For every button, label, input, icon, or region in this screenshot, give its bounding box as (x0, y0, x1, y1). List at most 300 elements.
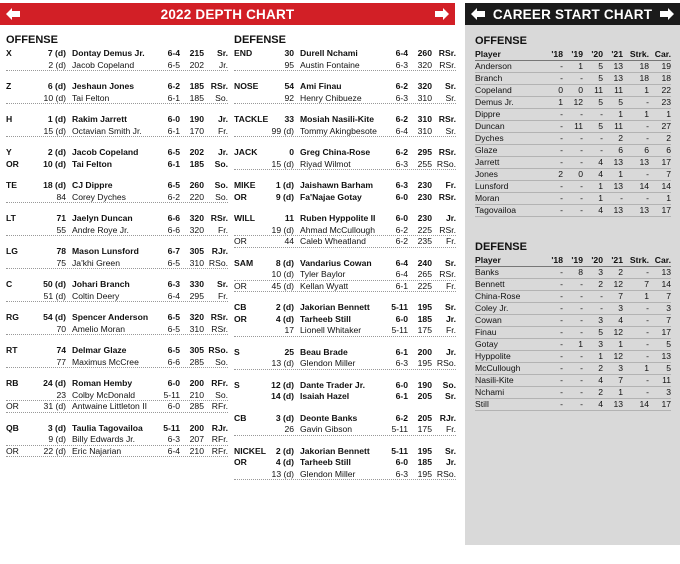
jersey-number: 13 (d) (271, 358, 294, 368)
career-row (475, 73, 671, 85)
player-height: 6-2 (395, 114, 408, 124)
player-name: Nasili-Kite (475, 375, 543, 387)
stat-cell: 1 (563, 339, 583, 351)
player-weight: 202 (189, 147, 204, 157)
arrow-left-icon (6, 8, 20, 20)
stat-cell: - (623, 327, 649, 339)
stat-cell: - (623, 375, 649, 387)
career-header-row (475, 49, 671, 61)
stat-cell: 4 (583, 205, 603, 217)
player-name: Henry Chibueze (300, 92, 362, 103)
player-weight: 260 (189, 180, 204, 190)
stat-cell: - (543, 327, 563, 339)
stat-cell: 1 (603, 109, 623, 121)
stat-cell: 17 (649, 157, 671, 169)
jersey-number: 2 (d) (47, 147, 66, 157)
player-weight: 170 (189, 125, 204, 136)
offense-position-group (6, 378, 228, 413)
career-row (475, 279, 671, 291)
player-name: Delmar Glaze (72, 345, 127, 355)
player-weight: 200 (189, 422, 204, 433)
stat-cell: 1 (623, 291, 649, 303)
player-weight: 310 (417, 114, 432, 124)
player-class: RFr. (211, 401, 228, 411)
column-header: Car. (649, 49, 671, 61)
player-name: Lionell Whitaker (300, 325, 362, 335)
player-class: RSr. (438, 114, 456, 124)
career-row (475, 363, 671, 375)
player-class: RSr. (210, 213, 228, 223)
player-row (6, 378, 228, 390)
career-row (475, 133, 671, 145)
offense-position-group (6, 81, 228, 104)
player-weight: 310 (189, 257, 204, 268)
player-name: Colby McDonald (72, 389, 136, 400)
stat-cell: - (623, 133, 649, 145)
stat-cell: 2 (583, 279, 603, 291)
player-row (6, 180, 228, 192)
player-row (234, 159, 456, 171)
jersey-number: 19 (d) (271, 224, 294, 235)
stat-cell: 11 (649, 375, 671, 387)
jersey-number: 7 (d) (47, 48, 66, 58)
player-row (6, 434, 228, 446)
jersey-number: 2 (d) (48, 59, 66, 70)
player-class: Fr. (217, 290, 228, 301)
defense-position-group (234, 48, 456, 71)
position-label: OR (6, 158, 19, 169)
player-class: Fr. (217, 224, 228, 235)
player-height: 6-5 (167, 345, 180, 355)
stat-cell: - (543, 399, 563, 411)
player-height: 6-3 (395, 158, 408, 169)
stat-cell: 8 (563, 267, 583, 279)
position-label: S (234, 346, 240, 357)
stat-cell: 5 (583, 97, 603, 109)
jersey-number: 71 (56, 213, 66, 223)
career-offense-table (475, 49, 671, 217)
player-class: RSo. (208, 345, 228, 355)
player-name: Glaze (475, 145, 543, 157)
defense-groups (234, 48, 456, 480)
stat-cell: - (563, 291, 583, 303)
player-name: Greg China-Rose (300, 147, 371, 157)
offense-position-group (6, 246, 228, 269)
jersey-number: 84 (56, 191, 66, 202)
player-name: Anderson (475, 61, 543, 73)
player-row (6, 312, 228, 324)
jersey-number: 92 (284, 92, 294, 103)
stat-cell: 14 (649, 279, 671, 291)
stat-cell: - (563, 399, 583, 411)
player-height: 6-4 (167, 445, 180, 456)
column-header: Strk. (623, 255, 649, 267)
player-class: RSo. (436, 468, 456, 479)
player-row (6, 279, 228, 291)
position-label: OR (234, 457, 247, 467)
stat-cell: - (543, 279, 563, 291)
player-name: Lunsford (475, 181, 543, 193)
stat-cell: 12 (563, 97, 583, 109)
stat-cell: - (563, 327, 583, 339)
player-row (234, 81, 456, 93)
stat-cell: 5 (649, 339, 671, 351)
player-name: Andre Roye Jr. (72, 224, 129, 235)
player-class: RJr. (211, 246, 228, 256)
stat-cell: 17 (649, 205, 671, 217)
jersey-number: 4 (d) (275, 313, 294, 324)
player-weight: 185 (189, 158, 204, 169)
stat-cell: - (543, 145, 563, 157)
player-height: 6-1 (395, 391, 408, 401)
position-label: RB (6, 378, 19, 388)
stat-cell: - (563, 387, 583, 399)
jersey-number: 2 (d) (275, 302, 294, 312)
player-name: CJ Dippre (72, 180, 113, 190)
stat-cell: 13 (649, 351, 671, 363)
arrow-left-icon (471, 8, 485, 20)
player-weight: 305 (189, 345, 204, 355)
stat-cell: 6 (623, 145, 649, 157)
player-height: 5-11 (391, 325, 408, 335)
player-class: Fr. (217, 125, 228, 136)
stat-cell: 13 (603, 181, 623, 193)
player-row (234, 60, 456, 72)
stat-cell: 12 (603, 351, 623, 363)
stat-cell: - (583, 133, 603, 145)
player-weight: 175 (417, 424, 432, 434)
offense-position-group (6, 279, 228, 302)
player-weight: 200 (417, 346, 432, 357)
player-row (6, 423, 228, 435)
player-class: Fr. (445, 424, 456, 434)
career-row (475, 339, 671, 351)
stat-cell: 1 (649, 109, 671, 121)
column-header: '18 (543, 49, 563, 61)
player-height: 6-5 (167, 312, 180, 322)
stat-cell: 13 (649, 267, 671, 279)
stat-cell: - (543, 267, 563, 279)
player-weight: 230 (417, 213, 432, 223)
player-row (234, 93, 456, 105)
player-row (234, 114, 456, 126)
player-name: Glendon Miller (300, 468, 356, 479)
column-header: '19 (563, 49, 583, 61)
jersey-number: 10 (d) (43, 158, 66, 169)
player-weight: 295 (417, 147, 432, 157)
player-row (234, 358, 456, 370)
player-name: Mason Lunsford (72, 246, 139, 256)
player-name: Tai Felton (72, 158, 112, 169)
stat-cell: - (543, 291, 563, 303)
player-name: Coley Jr. (475, 303, 543, 315)
player-class: RSr. (210, 312, 228, 322)
player-weight: 205 (417, 412, 432, 423)
career-defense-table (475, 255, 671, 411)
player-name: Eric Najarian (72, 445, 122, 456)
jersey-number: 45 (d) (271, 280, 294, 291)
stat-cell: 6 (603, 145, 623, 157)
player-class: So. (215, 389, 228, 400)
career-defense-title: DEFENSE (475, 241, 527, 253)
stat-cell: - (563, 133, 583, 145)
stat-cell: 18 (623, 61, 649, 73)
player-row (6, 446, 228, 458)
position-label: TACKLE (234, 114, 269, 124)
player-weight: 260 (417, 48, 432, 58)
player-name: Jaelyn Duncan (72, 213, 133, 223)
player-height: 6-5 (167, 323, 180, 334)
player-height: 6-0 (395, 313, 408, 324)
player-row (234, 391, 456, 403)
player-name: Johari Branch (72, 279, 130, 289)
jersey-number: 74 (56, 345, 66, 355)
stat-cell: 7 (649, 315, 671, 327)
player-row (234, 147, 456, 159)
position-label: LT (6, 213, 16, 223)
offense-position-group (6, 423, 228, 458)
player-name: Bennett (475, 279, 543, 291)
player-height: 6-3 (395, 92, 408, 103)
player-name: Octavian Smith Jr. (72, 125, 142, 136)
defense-depth-column (234, 33, 456, 490)
stat-cell: 2 (603, 267, 623, 279)
stat-cell: 14 (623, 181, 649, 193)
arrow-right-icon (435, 8, 449, 20)
player-height: 5-11 (391, 424, 408, 434)
player-height: 6-1 (395, 280, 408, 291)
jersey-number: 44 (284, 236, 294, 246)
stat-cell: 14 (623, 399, 649, 411)
player-weight: 225 (417, 280, 432, 291)
player-weight: 310 (417, 92, 432, 103)
player-height: 6-7 (167, 246, 180, 256)
position-label: H (6, 114, 13, 124)
player-weight: 230 (417, 191, 432, 202)
position-label: C (6, 279, 13, 289)
player-weight: 205 (417, 391, 432, 401)
player-row (6, 291, 228, 303)
position-label: END (234, 48, 253, 58)
player-row (6, 126, 228, 138)
player-row (234, 302, 456, 314)
player-class: Sr. (217, 279, 228, 289)
player-height: 5-11 (391, 445, 408, 456)
player-name: Kellan Wyatt (300, 280, 349, 291)
stat-cell: 7 (649, 291, 671, 303)
position-label: OR (234, 313, 247, 324)
defense-position-group (234, 114, 456, 137)
stat-cell: 1 (583, 193, 603, 205)
column-header: '20 (583, 49, 603, 61)
player-height: 6-4 (395, 269, 408, 279)
jersey-number: 13 (d) (271, 468, 294, 479)
stat-cell: 4 (583, 399, 603, 411)
arrow-right-icon (660, 8, 674, 20)
player-class: RSo. (208, 257, 228, 268)
player-row (234, 213, 456, 225)
stat-cell: - (623, 121, 649, 133)
player-name: Dippre (475, 109, 543, 121)
stat-cell: 5 (583, 327, 603, 339)
career-chart-title: CAREER START CHART (492, 6, 653, 22)
position-label: OR (234, 280, 247, 291)
career-row (475, 315, 671, 327)
player-weight: 210 (189, 445, 204, 456)
position-label: OR (6, 401, 19, 411)
stat-cell: 1 (583, 351, 603, 363)
position-label: RG (6, 312, 19, 322)
jersey-number: 75 (56, 257, 66, 268)
player-name: Still (475, 399, 543, 411)
player-row (234, 48, 456, 60)
player-class: RSr. (439, 224, 456, 235)
stat-cell: 1 (649, 193, 671, 205)
player-height: 6-3 (395, 59, 408, 70)
player-weight: 215 (189, 48, 204, 58)
stat-cell: - (623, 387, 649, 399)
stat-cell: 4 (583, 157, 603, 169)
player-row (234, 347, 456, 359)
career-row (475, 351, 671, 363)
player-name: Tommy Akingbesote (300, 125, 377, 136)
player-name: Duncan (475, 121, 543, 133)
player-class: RSr. (210, 81, 228, 91)
career-row (475, 169, 671, 181)
player-name: Ja'khi Green (72, 257, 120, 268)
player-class: RSr. (438, 191, 456, 202)
stat-cell: 3 (649, 303, 671, 315)
player-class: So. (215, 92, 228, 103)
player-weight: 185 (417, 457, 432, 467)
career-row (475, 205, 671, 217)
career-row (475, 291, 671, 303)
player-weight: 200 (189, 378, 204, 388)
stat-cell: - (563, 145, 583, 157)
player-name: Copeland (475, 85, 543, 97)
stat-cell: 3 (583, 339, 603, 351)
player-height: 6-5 (167, 147, 180, 157)
position-label: LG (6, 246, 18, 256)
player-height: 6-3 (167, 279, 180, 289)
position-label: TE (6, 180, 17, 190)
player-height: 6-2 (395, 81, 408, 91)
position-label: QB (6, 422, 19, 433)
player-class: Jr. (217, 114, 228, 124)
stat-cell: 1 (603, 169, 623, 181)
stat-cell: - (543, 315, 563, 327)
jersey-number: 77 (56, 356, 66, 367)
position-label: OR (6, 445, 19, 456)
stat-cell: 14 (649, 181, 671, 193)
player-height: 6-4 (395, 48, 408, 58)
stat-cell: - (623, 193, 649, 205)
jersey-number: 8 (d) (275, 257, 294, 268)
player-height: 6-0 (167, 114, 180, 124)
player-name: Banks (475, 267, 543, 279)
stat-cell: 0 (563, 85, 583, 97)
defense-position-group (234, 258, 456, 293)
column-header: '19 (563, 255, 583, 267)
player-weight: 240 (417, 257, 432, 268)
jersey-number: 54 (284, 81, 294, 91)
player-class: Fr. (445, 180, 456, 190)
stat-cell: - (563, 351, 583, 363)
player-height: 6-2 (395, 147, 408, 157)
player-class: RSr. (438, 147, 456, 157)
player-name: Rakim Jarrett (72, 114, 127, 124)
player-weight: 320 (189, 213, 204, 223)
position-label: OR (234, 191, 247, 202)
player-name: Tyler Baylor (300, 269, 346, 279)
player-weight: 175 (417, 325, 432, 335)
jersey-number: 99 (d) (271, 125, 294, 136)
player-class: RSr. (211, 323, 228, 334)
stat-cell: - (543, 73, 563, 85)
column-header: '18 (543, 255, 563, 267)
player-class: Sr. (445, 257, 456, 268)
stat-cell: - (543, 181, 563, 193)
stat-cell: 2 (603, 133, 623, 145)
stat-cell: 11 (583, 85, 603, 97)
player-weight: 195 (417, 302, 432, 312)
player-weight: 220 (189, 191, 204, 202)
jersey-number: 2 (d) (275, 445, 294, 456)
player-class: So. (442, 379, 456, 390)
stat-cell: - (543, 363, 563, 375)
player-weight: 190 (189, 114, 204, 124)
position-label: WILL (234, 213, 255, 223)
player-name: Corey Dyches (72, 191, 126, 202)
player-name: Finau (475, 327, 543, 339)
stat-cell: - (563, 73, 583, 85)
player-height: 6-3 (395, 468, 408, 479)
player-height: 5-11 (391, 302, 408, 312)
stat-cell: - (563, 375, 583, 387)
defense-position-group (234, 380, 456, 403)
player-row (6, 324, 228, 336)
stat-cell: 13 (603, 61, 623, 73)
defense-position-group (234, 147, 456, 170)
player-weight: 185 (417, 313, 432, 324)
player-class: RFr. (211, 445, 228, 456)
career-row (475, 121, 671, 133)
player-height: 6-1 (167, 92, 180, 103)
position-label: MIKE (234, 180, 256, 190)
position-label: Z (6, 81, 12, 91)
player-name: Durell Nchami (300, 48, 358, 58)
player-name: Coltin Deery (72, 290, 120, 301)
player-name: Beau Brade (300, 346, 348, 357)
career-row (475, 181, 671, 193)
position-label: Y (6, 147, 12, 157)
stat-cell: - (623, 303, 649, 315)
player-name: Amelio Moran (72, 323, 126, 334)
jersey-number: 15 (d) (271, 158, 294, 169)
jersey-number: 50 (d) (43, 279, 66, 289)
player-row (234, 413, 456, 425)
stat-cell: - (543, 193, 563, 205)
player-name: Dyches (475, 133, 543, 145)
player-name: Moran (475, 193, 543, 205)
player-class: So. (214, 158, 228, 169)
defense-position-group (234, 81, 456, 104)
stat-cell: - (623, 169, 649, 181)
player-row (6, 213, 228, 225)
position-label: CB (234, 412, 247, 423)
stat-cell: 13 (623, 157, 649, 169)
stat-cell: - (543, 205, 563, 217)
